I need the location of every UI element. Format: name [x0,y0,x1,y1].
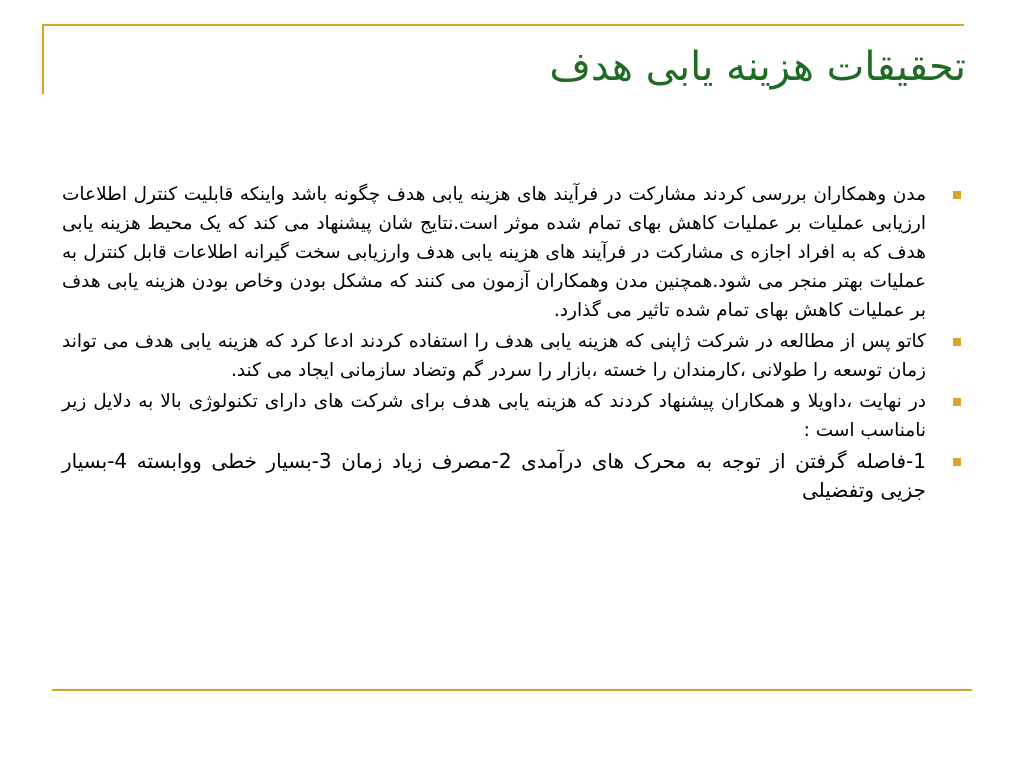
bottom-divider [52,689,972,691]
bullet-text-4: 1-فاصله گرفتن از توجه به محرک های درآمدی 2-مصرف زیاد زمان 3-بسیار خطی ووابسته 4-بسیار جزیی وتفضیلی [62,449,927,502]
square-bullet-icon [953,458,961,466]
bullet-item-2 [56,327,971,385]
bullet-list [56,180,971,507]
bullet-text-1: مدن وهمکاران بررسی کردند مشارکت در فرآیند های هزینه یابی هدف چگونه باشد واینکه قابلیت کنترل اطلاعات ارزیابی عملیات بر عملیات کاهش بهای تمام شده موثر است.نتایج شان پیشنهاد می کند که یک محیط هزینه یابی هدف که به افراد اجازه ی مشارکت در فرآیند های هزینه یابی هدف وارزیابی سخت گیرانه اطلاعات قابل کنترل به عملیات بهتر منجر می شود.همچنین مدن وهمکاران آزمون می کنند که مشکل بودن وخاص بودن هزینه یابی هدف بر عملیات کاهش بهای تمام شده تاثیر می گذارد. [62,184,926,321]
bullet-item-3 [56,387,971,445]
square-bullet-icon [953,338,961,346]
bullet-text-2: کاتو پس از مطالعه در شرکت ژاپنی که هزینه یابی هدف را استفاده کردند ادعا کرد که هزینه یابی هدف می تواند زمان توسعه را طولانی ،کارمندان را خسته ،بازار را سردر گم وتضاد سازمانی ایجاد می کند. [62,331,926,381]
left-divider [42,24,44,94]
bullet-text-3: در نهایت ،داویلا و همکاران پیشنهاد کردند که هزینه یابی هدف برای شرکت های دارای تکنولوژی بالا به دلایل زیر نامناسب است : [62,391,926,441]
slide-title: تحقیقات هزینه یابی هدف [549,44,966,90]
top-divider [42,24,964,26]
bullet-item-1 [56,180,971,325]
bullet-item-4 [56,447,971,505]
square-bullet-icon [953,398,961,406]
square-bullet-icon [953,191,961,199]
